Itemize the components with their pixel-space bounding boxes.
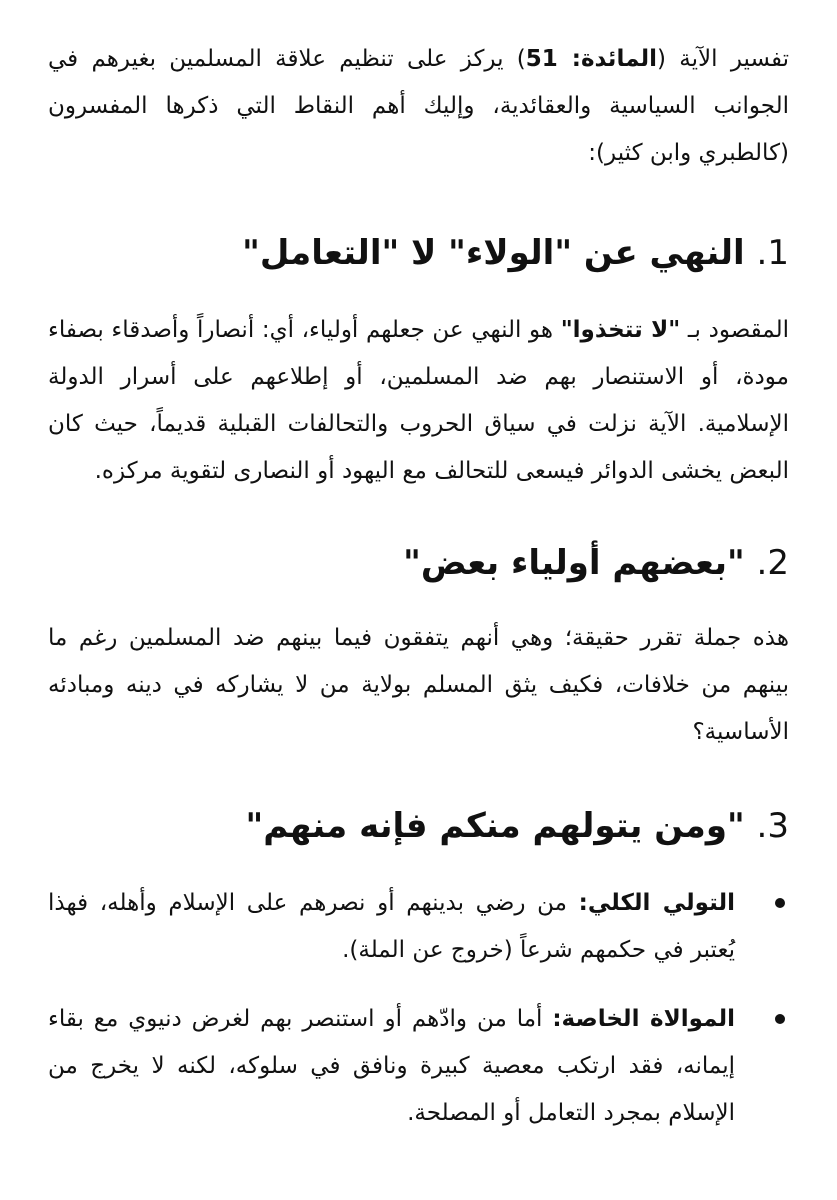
bullet-dot-icon [775, 898, 785, 908]
section-3-bullet-list [48, 880, 789, 1137]
bullet-item-total-allegiance [48, 880, 789, 974]
intro-text-start: تفسير الآية ( [657, 46, 790, 72]
intro-paragraph [48, 36, 789, 177]
section-2-number: 2. [756, 543, 789, 583]
section-2-title: "بعضهم أولياء بعض" [403, 543, 745, 583]
quoted-phrase: "لا تتخذوا" [560, 317, 681, 343]
section-2-heading [48, 539, 789, 587]
bullet-text: أما من وادّهم أو استنصر بهم لغرض دنيوي مع بقاء إيمانه، فقد ارتكب معصية كبيرة ونافق في سلوكه، لكنه لا يخرج من الإسلام بمجرد التعامل أو المصلحة. [48, 1006, 735, 1126]
bullet-text: من رضي بدينهم أو نصرهم على الإسلام وأهله، فهذا يُعتبر في حكمهم شرعاً (خروج عن الملة). [48, 890, 735, 963]
section-1-title: النهي عن "الولاء" لا "التعامل" [242, 233, 745, 273]
section-1-heading [48, 229, 789, 277]
bullet-label: التولي الكلي: [578, 890, 735, 916]
section-1-number: 1. [756, 233, 789, 273]
section-1-text-rest: هو النهي عن جعلهم أولياء، أي: أنصاراً وأصدقاء بصفاء مودة، أو الاستنصار بهم ضد المسلمين، أو إطلاعهم على أسرار الدولة الإسلامية. الآية نزلت في سياق الحروب والتحالفات القبلية قديماً، حيث كان البعض يخشى الدوائر فيسعى للتحالف مع اليهود أو النصارى لتقوية مركزه. [48, 317, 789, 484]
section-1-paragraph [48, 307, 789, 495]
section-3-number: 3. [756, 806, 789, 846]
section-3-title: "ومن يتولهم منكم فإنه منهم" [245, 806, 745, 846]
bullet-dot-icon [775, 1014, 785, 1024]
section-3-heading [48, 802, 789, 850]
bullet-label: الموالاة الخاصة: [552, 1006, 736, 1032]
section-1-text-start: المقصود بـ [680, 317, 789, 343]
verse-reference: المائدة: 51 [525, 46, 658, 72]
bullet-item-partial-allegiance [48, 996, 789, 1137]
article [48, 36, 789, 1137]
section-2-paragraph: هذه جملة تقرر حقيقة؛ وهي أنهم يتفقون فيما بينهم ضد المسلمين رغم ما بينهم من خلافات، فكيف يثق المسلم بولاية من لا يشاركه في دينه ومبادئه الأساسية؟ [48, 625, 789, 745]
intro-text-rest: ) يركز على تنظيم علاقة المسلمين بغيرهم في الجوانب السياسية والعقائدية، وإليك أهم النقاط التي ذكرها المفسرون (كالطبري وابن كثير): [48, 46, 789, 166]
